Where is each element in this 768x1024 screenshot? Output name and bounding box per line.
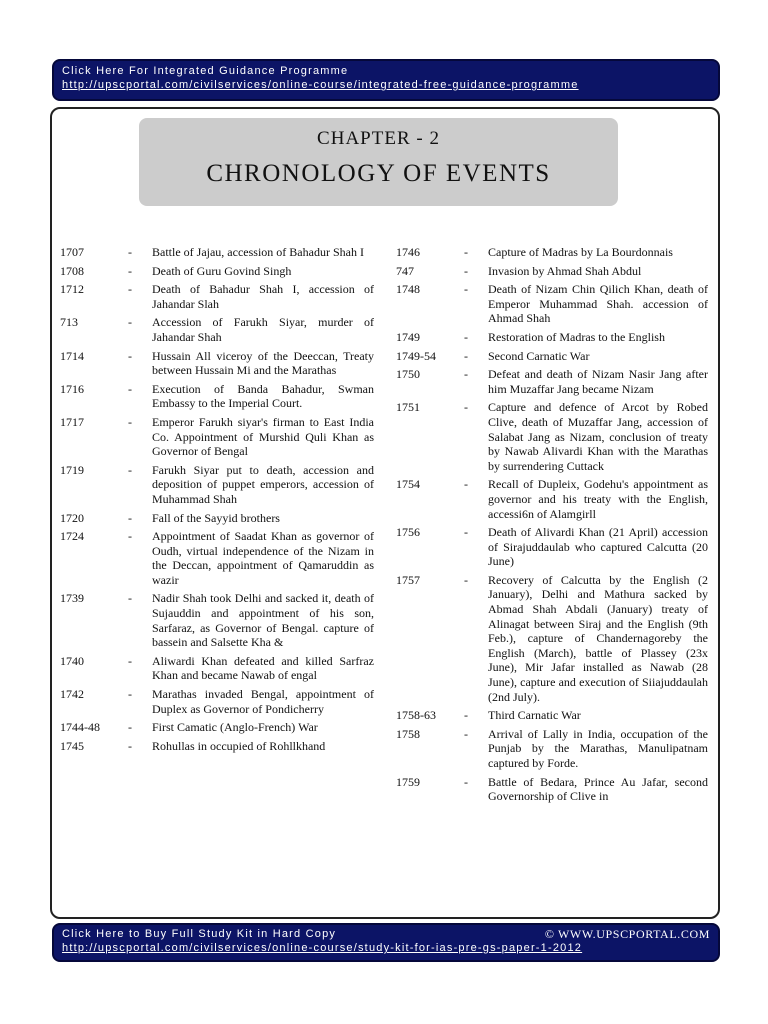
entry-year: 1756: [396, 525, 420, 540]
entry-event: Capture and defence of Arcot by Robed Clive, death of Muzaffar Jang, accession of Salabat Jang as Nizam, conclusion of treaty by Nawab Alivardi Khan with the Marathas by surrendering Cuttack: [488, 400, 708, 473]
entry-event: Nadir Shah took Delhi and sacked it, death of Sujauddin and appointment of his son, Sarfaraz, as Governor of Bengal. capture of bassein and Salsette Kha &: [152, 591, 374, 650]
entry-event: Marathas invaded Bengal, appointment of Duplex as Governor of Pondicherry: [152, 687, 374, 716]
entry-dash: -: [464, 477, 468, 492]
buy-study-kit-link-text[interactable]: Click Here to Buy Full Study Kit in Hard Copy: [62, 928, 337, 940]
entry-event: Execution of Banda Bahadur, Swman Embassy to the Imperial Court.: [152, 381, 374, 411]
entry-event: First Camatic (Anglo-French) War: [152, 720, 318, 735]
timeline-entry: [396, 525, 708, 569]
entry-event: Hussain All viceroy of the Deeccan, Treaty between Hussain Mi and the Marathas: [152, 348, 374, 378]
entry-year: 1717: [60, 414, 84, 429]
left-column: [60, 245, 374, 757]
entry-event: Battle of Jajau, accession of Bahadur Shah I: [152, 245, 364, 259]
entry-dash: -: [128, 263, 132, 278]
entry-year: 1720: [60, 510, 84, 525]
timeline-entry: [396, 245, 708, 260]
timeline-entry: [60, 654, 374, 683]
entry-year: 1758: [396, 726, 420, 741]
chapter-label: CHAPTER - 2: [317, 128, 440, 149]
footer-banner[interactable]: [52, 923, 720, 962]
entry-year: 1712: [60, 282, 84, 297]
study-kit-url[interactable]: http://upscportal.com/civilservices/online-course/study-kit-for-ias-pre-gs-paper-1-2012: [62, 942, 583, 954]
entry-dash: -: [128, 245, 132, 259]
entry-year: 1716: [60, 381, 84, 396]
entry-year: 1724: [60, 529, 84, 544]
entry-dash: -: [128, 720, 132, 735]
entry-dash: -: [128, 282, 132, 297]
timeline-entry: [60, 720, 374, 735]
timeline-entry: [60, 415, 374, 459]
entry-dash: -: [128, 591, 132, 606]
entry-dash: -: [128, 687, 132, 702]
entry-event: Recovery of Calcutta by the English (2 January), Delhi and Mathura sacked by Abmad Shah Abdali (January) treaty of Alinagat between Siraj and the English (9th Feb.), capture of Chandernagoreby the English (March), battle of Plassey (23x June), Mir Jafar installed as Nawab (28 June), capture and execution of Siiajuddaulah (2nd July).: [488, 572, 708, 704]
entry-dash: -: [464, 774, 468, 789]
entry-event: Death of Nizam Chin Qilich Khan, death of Emperor Muhammad Shah. accession of Ahmad Shah: [488, 282, 708, 326]
entry-dash: -: [464, 245, 468, 259]
entry-dash: -: [464, 400, 468, 415]
entry-dash: -: [464, 525, 468, 540]
entry-dash: -: [128, 653, 132, 668]
entry-event: Emperor Farukh siyar's firman to East India Co. Appointment of Murshid Quli Khan as Governor of Bengal: [152, 414, 374, 459]
entry-event: Death of Alivardi Khan (21 April) accession of Sirajuddaulab who captured Calcutta (20 June): [488, 525, 708, 569]
entry-dash: -: [464, 348, 468, 363]
entry-year: 1740: [60, 653, 84, 668]
entry-year: 1758-63: [396, 708, 436, 723]
entry-dash: -: [128, 510, 132, 525]
timeline-entry: [60, 591, 374, 649]
timeline-entry: [60, 349, 374, 378]
timeline-entry: [60, 529, 374, 587]
timeline-entry: [60, 264, 374, 279]
timeline-entry: [396, 367, 708, 396]
entry-dash: -: [128, 315, 132, 330]
entry-event: Recall of Dupleix, Godehu's appointment as governor and his treaty with the English, accessi6n of Alamgirll: [488, 477, 708, 521]
timeline-entry: [60, 463, 374, 507]
entry-year: 1719: [60, 462, 84, 477]
copyright-link[interactable]: © WWW.UPSCPORTAL.COM: [544, 927, 710, 941]
guidance-programme-url[interactable]: http://upscportal.com/civilservices/online-course/integrated-free-guidance-programme: [62, 79, 579, 91]
entry-year: 1759: [396, 774, 420, 789]
entry-year: 1739: [60, 591, 84, 606]
entry-year: 1748: [396, 282, 420, 297]
entry-year: 1749: [396, 329, 420, 344]
entry-year: 1745: [60, 738, 84, 753]
entry-event: Farukh Siyar put to death, accession and deposition of puppet emperors, accession of Muhammad Shah: [152, 462, 374, 506]
entry-year: 1757: [396, 572, 420, 587]
entry-dash: -: [128, 414, 132, 429]
timeline-entry: [396, 708, 708, 723]
timeline-entry: [396, 573, 708, 704]
header-banner[interactable]: [52, 59, 720, 101]
entry-year: 1749-54: [396, 348, 436, 363]
entry-event: Third Carnatic War: [488, 708, 581, 723]
timeline-entry: [396, 400, 708, 473]
entry-year: 1707: [60, 245, 84, 259]
entry-event: Aliwardi Khan defeated and killed Sarfraz Khan and became Nawab of engal: [152, 653, 374, 683]
entry-event: Arrival of Lally in India, occupation of the Punjab by the Marathas, Manulipatnam captured by Forde.: [488, 726, 708, 770]
entry-year: 1750: [396, 367, 420, 382]
entry-event: Rohullas in occupied of Rohllkhand: [152, 738, 326, 753]
entry-event: Fall of the Sayyid brothers: [152, 510, 280, 525]
chapter-title: CHRONOLOGY OF EVENTS: [206, 160, 551, 187]
entry-year: 1742: [60, 687, 84, 702]
entry-year: 1754: [396, 477, 420, 492]
entry-dash: -: [464, 329, 468, 344]
entry-event: Second Carnatic War: [488, 348, 590, 363]
entry-event: Battle of Bedara, Prince Au Jafar, second Governorship of Clive in: [488, 774, 708, 804]
entry-event: Accession of Farukh Siyar, murder of Jahandar Shah: [152, 315, 374, 344]
timeline-entry: [60, 282, 374, 311]
entry-event: Capture of Madras by La Bourdonnais: [488, 245, 673, 259]
entry-year: 1744-48: [60, 720, 100, 735]
entry-year: 1746: [396, 245, 420, 259]
timeline-entry: [396, 282, 708, 326]
timeline-entry: [396, 727, 708, 771]
timeline-entry: [396, 330, 708, 345]
timeline-entry: [396, 477, 708, 521]
entry-dash: -: [128, 348, 132, 363]
entry-dash: -: [464, 367, 468, 382]
entry-dash: -: [464, 282, 468, 297]
timeline-entry: [396, 349, 708, 364]
entry-year: 1708: [60, 263, 84, 278]
entry-event: Death of Bahadur Shah I, accession of Jahandar Slah: [152, 282, 374, 311]
entry-event: Appointment of Saadat Khan as governor of Oudh, virtual independence of the Nizam in the Deccan, appointment of Qamaruddin as wazir: [152, 529, 374, 587]
timeline-entry: [60, 315, 374, 344]
entry-year: 713: [60, 315, 78, 330]
timeline-entry: [396, 775, 708, 804]
entry-dash: -: [128, 462, 132, 477]
entry-year: 1751: [396, 400, 420, 415]
entry-dash: -: [464, 708, 468, 723]
entry-event: Death of Guru Govind Singh: [152, 263, 292, 278]
entry-dash: -: [128, 738, 132, 753]
right-column: [396, 245, 708, 808]
timeline-entry: [60, 382, 374, 411]
entry-event: Defeat and death of Nizam Nasir Jang after him Muzaffar Jang became Nizam: [488, 367, 708, 396]
entry-year: 747: [396, 263, 414, 278]
timeline-entry: [396, 264, 708, 279]
timeline-entry: [60, 511, 374, 526]
entry-year: 1714: [60, 348, 84, 363]
guidance-programme-link-text[interactable]: Click Here For Integrated Guidance Programme: [62, 65, 349, 77]
timeline-entry: [60, 245, 374, 260]
entry-dash: -: [128, 381, 132, 396]
timeline-entry: [60, 739, 374, 754]
entry-event: Restoration of Madras to the English: [488, 329, 665, 344]
entry-event: Invasion by Ahmad Shah Abdul: [488, 263, 642, 278]
timeline-entry: [60, 687, 374, 716]
chapter-title-box: [139, 118, 618, 206]
entry-dash: -: [464, 572, 468, 587]
entry-dash: -: [464, 726, 468, 741]
entry-dash: -: [128, 529, 132, 544]
entry-dash: -: [464, 263, 468, 278]
